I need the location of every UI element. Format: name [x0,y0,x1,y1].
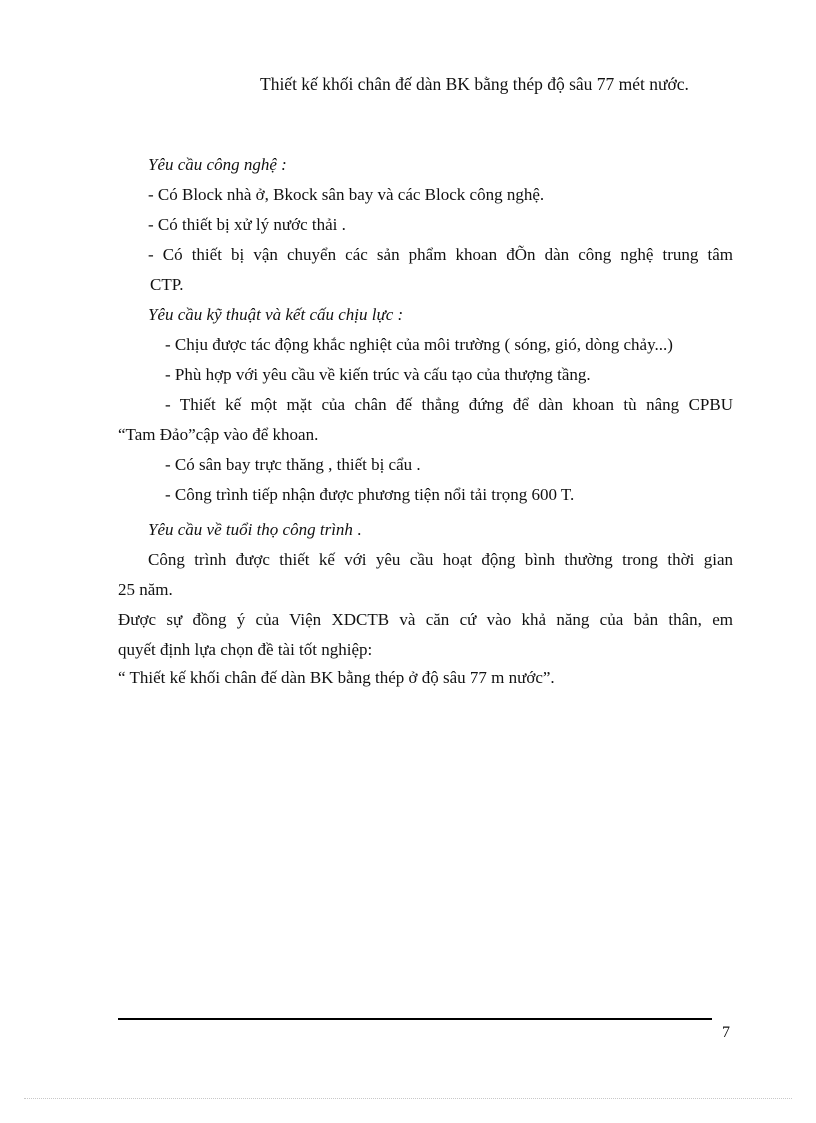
struct-item-3-line-2: “Tam Đảo”cập vào để khoan. [118,425,319,444]
struct-item-1: - Chịu được tác động khắc nghiệt của môi trường ( sóng, gió, dòng chảy...) [165,335,673,354]
page-bottom-border [24,1098,792,1099]
tech-item-1: - Có Block nhà ở, Bkock sân bay và các Block công nghệ. [148,185,545,204]
life-paragraph-line-1: Công trình được thiết kế với yêu cầu hoạt động bình thường trong thời gian [148,550,733,569]
page-number: 7 [722,1024,730,1041]
struct-heading: Yêu cầu kỹ thuật và kết cấu chịu lực : [148,305,404,324]
decision-line-1: Được sự đồng ý của Viện XDCTB và căn cứ vào khả năng của bản thân, em [118,610,733,629]
tech-heading: Yêu cầu công nghệ : [148,155,287,174]
life-heading-row [148,520,733,540]
tech-item-3-line-1: - Có thiết bị vận chuyển các sản phẩm khoan đÕn dàn công nghệ trung tâm [148,245,733,264]
thesis-title: “ Thiết kế khối chân đế dàn BK bằng thép ở độ sâu 77 m nước”. [118,668,555,687]
footer-rule [118,1018,712,1020]
decision-line-2: quyết định lựa chọn đề tài tốt nghiệp: [118,640,373,659]
struct-item-2: - Phù hợp với yêu cầu về kiến trúc và cấu tạo của thượng tầng. [165,365,591,384]
tech-item-2: - Có thiết bị xử lý nước thải . [148,215,346,234]
page-header: Thiết kế khối chân đế dàn BK bằng thép độ sâu 77 mét nước. [260,74,689,94]
life-heading: Yêu cầu về tuổi thọ công trình [148,520,353,539]
tech-item-3-line-2: CTP. [150,275,184,294]
struct-item-4: - Có sân bay trực thăng , thiết bị cẩu . [165,455,421,474]
struct-item-3-line-1: - Thiết kế một mặt của chân đế thẳng đứng để dàn khoan tù nâng CPBU [165,395,733,414]
life-paragraph-line-2: 25 năm. [118,580,173,599]
life-heading-period: . [357,520,362,539]
struct-item-5: - Công trình tiếp nhận được phương tiện nổi tải trọng 600 T. [165,485,575,504]
